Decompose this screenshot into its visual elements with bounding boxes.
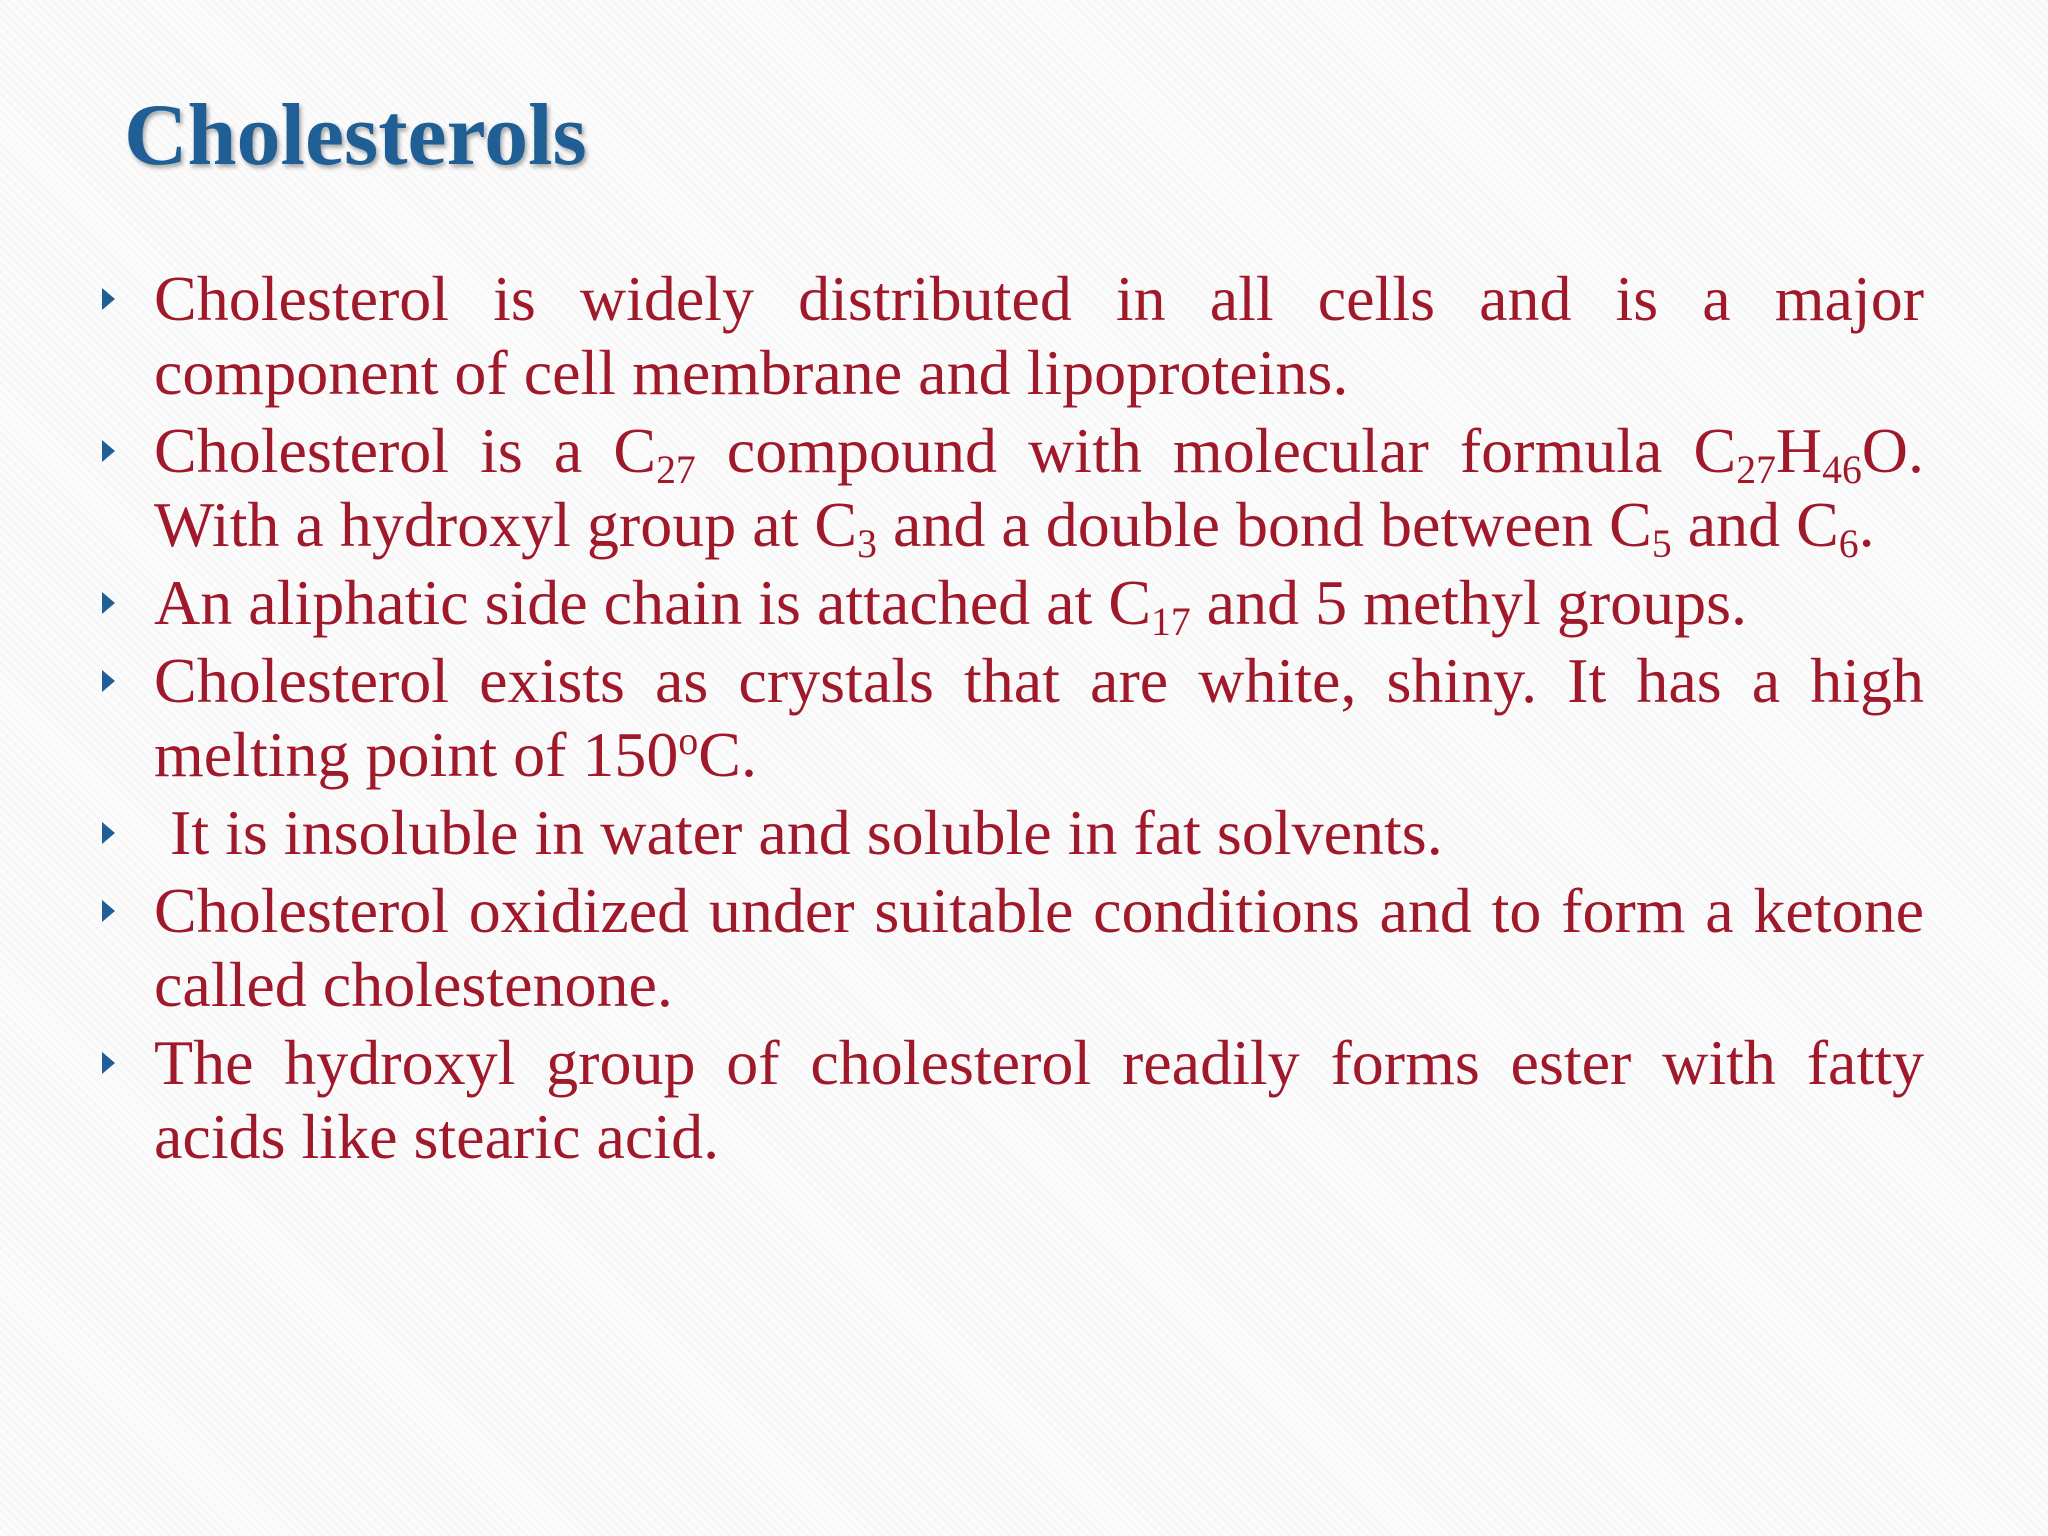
bullet-text-part: compound with molecular formula C [695, 415, 1737, 486]
subscript: 46 [1822, 448, 1862, 493]
superscript: o [678, 719, 699, 764]
bullet-text-part: . [1858, 489, 1875, 560]
bullet-text-part: O. With a hydroxyl group at C [154, 415, 1925, 560]
bullet-item-7 [96, 1026, 1924, 1174]
bullet-text: Cholesterol is widely distributed in all cells and is a major component of cell membrane and lipoproteins. [154, 263, 1924, 408]
triangle-right-icon [102, 1052, 115, 1074]
subscript: 17 [1151, 600, 1191, 645]
bullet-item-3 [96, 566, 1924, 645]
subscript: 27 [1736, 448, 1776, 493]
subscript: 6 [1838, 522, 1859, 567]
bullet-text-part: and 5 methyl groups. [1190, 567, 1748, 638]
slide-title: Cholesterols [124, 87, 587, 184]
bullet-text-part: Cholesterol exists as crystals that are white, shiny. It has a high melting point of 150 [154, 645, 1924, 790]
bullet-text-part: and a double bond between C [876, 489, 1652, 560]
triangle-right-icon [102, 288, 115, 310]
bullet-item-2 [96, 414, 1925, 567]
bullet-item-5 [96, 796, 1924, 870]
bullet-text: It is insoluble in water and soluble in fat solvents. [154, 797, 1443, 868]
bullet-text: Cholesterol oxidized under suitable conditions and to form a ketone called cholestenone. [154, 875, 1924, 1020]
bullet-item-4 [96, 644, 1924, 792]
bullet-text-part: C. [698, 719, 757, 790]
triangle-right-icon [102, 592, 115, 614]
bullet-text-part: An aliphatic side chain is attached at C [154, 567, 1151, 638]
bullet-text-part: H [1775, 415, 1823, 486]
subscript: 5 [1651, 522, 1672, 567]
subscript: 3 [857, 522, 877, 567]
triangle-right-icon [102, 900, 115, 922]
subscript: 27 [656, 448, 696, 493]
bullet-item-1 [96, 262, 1924, 410]
bullet-list [96, 262, 1924, 1178]
bullet-text: The hydroxyl group of cholesterol readily forms ester with fatty acids like stearic acid. [154, 1027, 1924, 1172]
bullet-item-6 [96, 874, 1924, 1022]
bullet-text-part: and C [1671, 489, 1839, 560]
triangle-right-icon [102, 822, 115, 844]
bullet-text-part: Cholesterol is a C [154, 415, 657, 486]
triangle-right-icon [102, 670, 115, 692]
triangle-right-icon [102, 440, 115, 462]
